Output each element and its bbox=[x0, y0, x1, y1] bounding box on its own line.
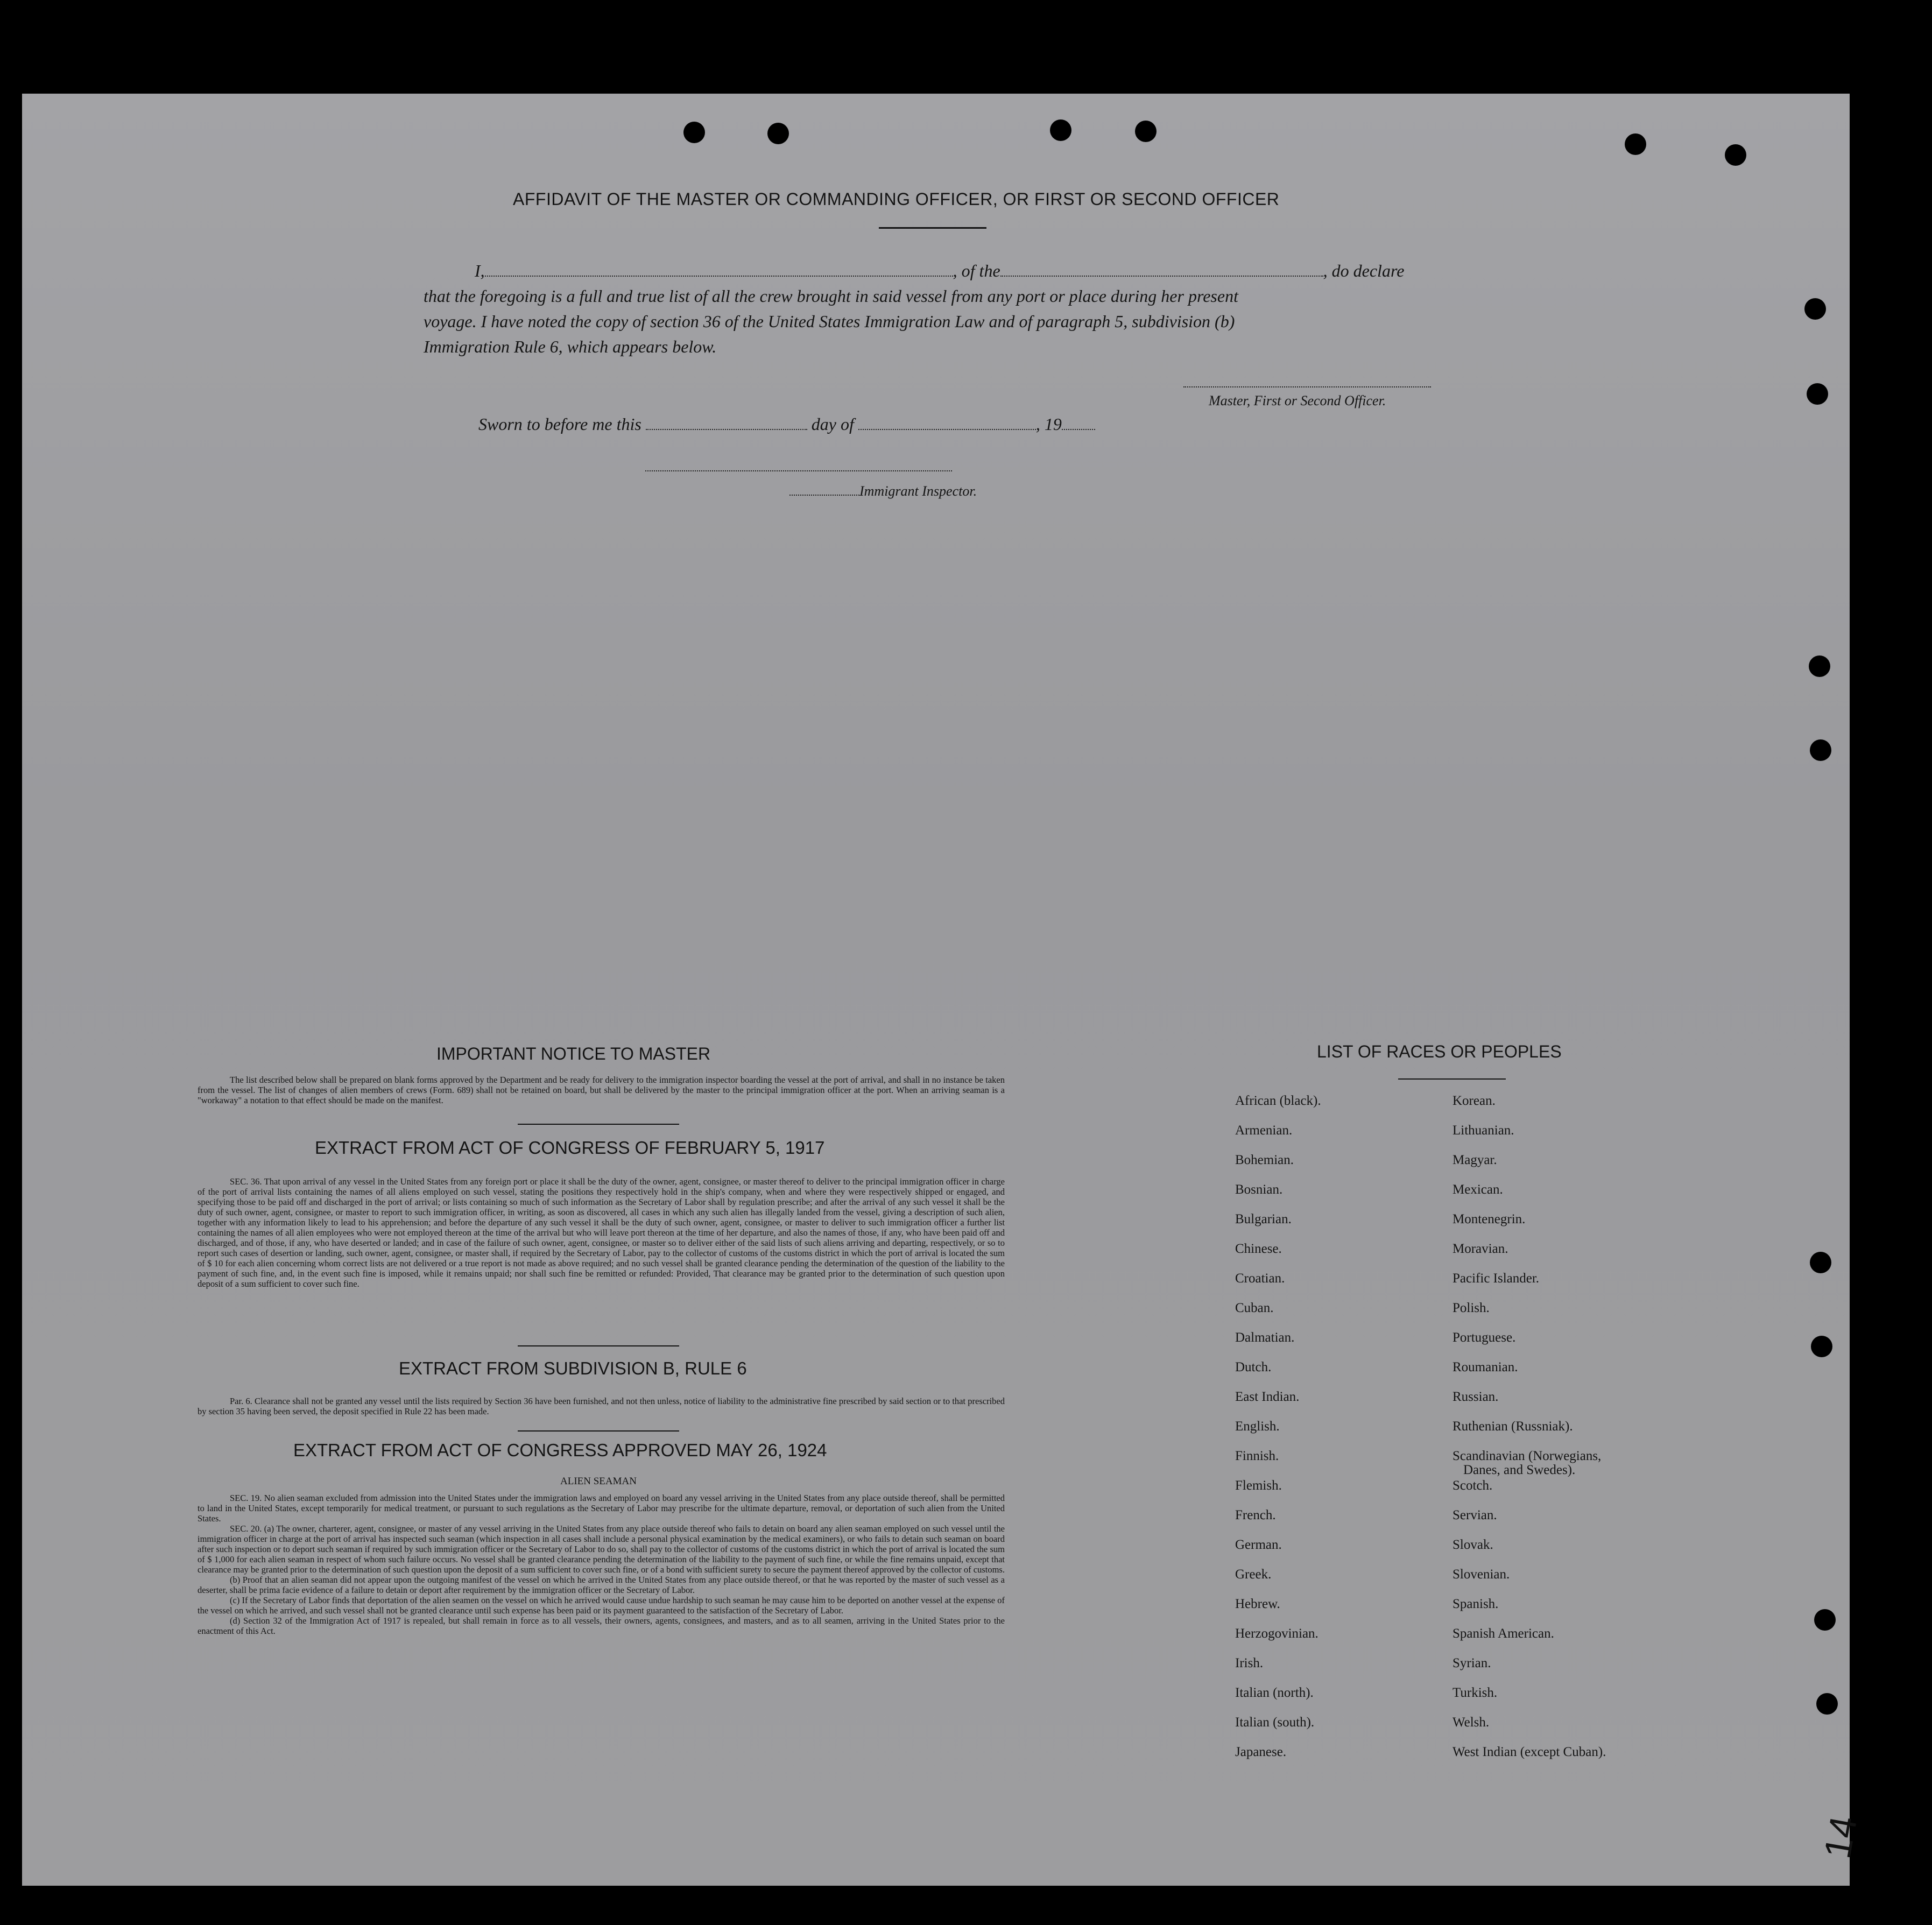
race-item: Portuguese. bbox=[1452, 1330, 1516, 1345]
race-item: Slovenian. bbox=[1452, 1567, 1510, 1582]
race-item: Scotch. bbox=[1452, 1478, 1493, 1493]
affidavit-title: AFFIDAVIT OF THE MASTER OR COMMANDING OFFICER, OR FIRST OR SECOND OFFICER bbox=[513, 189, 1280, 209]
race-item: East Indian. bbox=[1235, 1390, 1300, 1404]
affidavit-line-2: that the foregoing is a full and true list of all the crew brought in said vessel from any port or place during her present bbox=[424, 286, 1238, 306]
vessel-label: , of the bbox=[953, 261, 1000, 280]
year-label: , 19 bbox=[1035, 414, 1062, 434]
race-item: Greek. bbox=[1235, 1567, 1272, 1582]
race-item: Slovak. bbox=[1452, 1538, 1493, 1552]
affidavit-line-3: voyage. I have noted the copy of section 36 of the United States Immigration Law and of paragraph 5, subdivision (b) bbox=[424, 312, 1235, 331]
race-item: Armenian. bbox=[1235, 1123, 1293, 1138]
declare-label: , do declare bbox=[1323, 261, 1405, 280]
race-item: Bulgarian. bbox=[1235, 1212, 1292, 1226]
affidavit-text bbox=[424, 258, 1446, 359]
race-item: Syrian. bbox=[1452, 1656, 1491, 1670]
race-item: African (black). bbox=[1235, 1094, 1321, 1108]
punch-hole bbox=[683, 122, 705, 143]
declarant-name-field[interactable] bbox=[485, 264, 953, 277]
race-item: Pacific Islander. bbox=[1452, 1271, 1540, 1286]
sec-20c-paragraph: (c) If the Secretary of Labor finds that deportation of the alien seamen on the vessel on which he arrived would cause undue hardship to such seaman he may cause him to be deported on another vessel at the expense of the vessel on which he arrived, and such vessel shall not be granted clearance until such expense has been paid or its payment guaranteed to the satisfaction of the Secretary of Labor. bbox=[198, 1595, 1005, 1616]
race-item: Cuban. bbox=[1235, 1301, 1274, 1315]
race-item: Welsh. bbox=[1452, 1715, 1490, 1730]
race-item: Herzogovinian. bbox=[1235, 1626, 1318, 1641]
declarant-label: I, bbox=[475, 261, 485, 280]
sworn-year-field[interactable] bbox=[1062, 417, 1095, 430]
punch-hole bbox=[1807, 383, 1828, 405]
sec-20d-paragraph: (d) Section 32 of the Immigration Act of 1917 is repealed, but shall remain in force as to all vessels, their owners, agents, consignees, and masters, and as to all seamen, arriving in the United States prior to the enactment of this Act. bbox=[198, 1616, 1005, 1636]
punch-hole bbox=[1804, 298, 1826, 320]
page-number: 14 bbox=[1816, 1813, 1865, 1862]
race-item: Moravian. bbox=[1452, 1242, 1508, 1256]
race-item: Bohemian. bbox=[1235, 1153, 1294, 1167]
sworn-day-field[interactable] bbox=[646, 417, 807, 430]
race-item: Polish. bbox=[1452, 1301, 1490, 1315]
punch-hole bbox=[1050, 119, 1071, 141]
race-item: Chinese. bbox=[1235, 1242, 1282, 1256]
notice-title: IMPORTANT NOTICE TO MASTER bbox=[436, 1044, 711, 1063]
sec-20a-paragraph: SEC. 20. (a) The owner, charterer, agent, consignee, or master of any vessel arriving in the United States from any place outside thereof who fails to detain on board any alien seaman employed on such vessel until the immigration officer in charge at the port of arrival has inspected such seaman (which inspection in all cases shall include a personal physical examination by the medical examiners), or who fails to detain such seaman on board after such inspection or to deport such seaman if required by such immigration officer or the Secretary of Labor to do so, shall pay to the collector of customs of the customs district in which the port of arrival is located the sum of $ 1,000 for each alien seaman in respect of whom such failure occurs. No vessel shall be granted clearance pending the determination of the liability to the payment of such fine, or while the fine remains unpaid, except that clearance may be granted prior to the determination of such question upon the deposit of a sum sufficient to cover such fine, or of a bond with sufficient surety to secure the payment thereof approved by the collector of customs. bbox=[198, 1524, 1005, 1575]
punch-hole bbox=[1810, 739, 1831, 761]
race-item: Turkish. bbox=[1452, 1686, 1498, 1700]
inspector-signature-line[interactable] bbox=[645, 470, 952, 471]
race-item: Scandinavian (Norwegians, bbox=[1452, 1449, 1602, 1463]
extract-1924-title: EXTRACT FROM ACT OF CONGRESS APPROVED MAY 26, 1924 bbox=[293, 1440, 827, 1460]
extract-rule6-text: Par. 6. Clearance shall not be granted any vessel until the lists required by Section 36 have been furnished, and not then unless, notice of liability to the administrative fine prescribed by said section or to that prescribed by section 35 having been served, the deposit specified in Rule 22 has been made. bbox=[198, 1396, 1005, 1416]
race-item: West Indian (except Cuban). bbox=[1452, 1745, 1606, 1759]
race-item: Irish. bbox=[1235, 1656, 1264, 1670]
punch-hole bbox=[767, 123, 789, 144]
race-item: German. bbox=[1235, 1538, 1282, 1552]
extract-1924-text bbox=[198, 1493, 1005, 1636]
officer-signature-line[interactable] bbox=[1183, 386, 1431, 387]
punch-hole bbox=[1810, 1252, 1831, 1273]
race-item: Montenegrin. bbox=[1452, 1212, 1526, 1226]
punch-hole bbox=[1725, 144, 1746, 166]
extract-rule6-title: EXTRACT FROM SUBDIVISION B, RULE 6 bbox=[399, 1358, 747, 1378]
race-item: Spanish American. bbox=[1452, 1626, 1554, 1641]
extract-1917-title: EXTRACT FROM ACT OF CONGRESS OF FEBRUARY 5, 1917 bbox=[315, 1138, 825, 1158]
punch-hole bbox=[1809, 655, 1830, 677]
punch-hole bbox=[1814, 1609, 1836, 1631]
affidavit-line-4: Immigration Rule 6, which appears below. bbox=[424, 337, 717, 356]
title-divider bbox=[879, 227, 986, 229]
race-item: Ruthenian (Russniak). bbox=[1452, 1419, 1573, 1434]
race-item: English. bbox=[1235, 1419, 1280, 1434]
race-item: Hebrew. bbox=[1235, 1597, 1280, 1611]
race-item: Lithuanian. bbox=[1452, 1123, 1514, 1138]
race-item: Flemish. bbox=[1235, 1478, 1282, 1493]
race-item: Italian (south). bbox=[1235, 1715, 1315, 1730]
race-item: Servian. bbox=[1452, 1508, 1497, 1522]
race-item: Russian. bbox=[1452, 1390, 1499, 1404]
race-item: Magyar. bbox=[1452, 1153, 1497, 1167]
sworn-month-field[interactable] bbox=[858, 417, 1036, 430]
extract-1917-text: SEC. 36. That upon arrival of any vessel in the United States from any foreign port or place it shall be the duty of the owner, agent, consignee, or master thereof to deliver to the principal immigration officer in charge of the port of arrival lists containing the names of all aliens employed on such vessel, stating the positions they respectively hold in the ship's company, when and where they were respectively shipped or engaged, and specifying those to be paid off and discharged in the port of arrival; or lists containing so much of such information as the Secretary of Labor shall by regulation prescribe; and after the arrival of any such vessel it shall be the duty of such owner, agent, consignee, or master to report to such immigration officer, in writing, as soon as discovered, all cases in which any such alien has illegally landed from the vessel, giving a description of such alien, together with any information likely to lead to his apprehension; and before the departure of any such vessel it shall be the duty of such owner, agent, consignee, or master to deliver to such immigration officer a further list containing the names of all alien employees who were not employed thereon at the time of the arrival but who will leave port thereon at the time of her departure, and also the names of those, if any, who have been paid off and discharged, and of those, if any, who have deserted or landed; and in case of the failure of such owner, agent, consignee, or master so to deliver either of the said lists of such aliens arriving and departing, respectively, or so to report such cases of desertion or landing, such owner, agent, consignee, or master shall, if required by the Secretary of Labor, pay to the collector of customs of the customs district in which the port of arrival is located the sum of $ 10 for each alien concerning whom correct lists are not delivered or a true report is not made as above required; and no such vessel shall be granted clearance pending the determination of the question of the liability to the payment of such fine, and, in the event such fine is imposed, while it remains unpaid; nor shall such fine be remitted or refunded: Provided, That clearance may be granted prior to the determination of such question upon deposit of a sum sufficient to cover such fine. bbox=[198, 1176, 1005, 1289]
race-item: Croatian. bbox=[1235, 1271, 1285, 1286]
sworn-line bbox=[478, 414, 1095, 434]
race-item: Danes, and Swedes). bbox=[1463, 1463, 1576, 1477]
sec-19-paragraph: SEC. 19. No alien seaman excluded from admission into the United States under the immigration laws and employed on board any vessel arriving in the United States from any place outside thereof, shall be permitted to land in the United States, except temporarily for medical treatment, or pursuant to such regulations as the Secretary of Labor may prescribe for the ultimate departure, removal, or deportation of such alien from the United States. bbox=[198, 1493, 1005, 1524]
document-page bbox=[22, 94, 1865, 1886]
races-title: LIST OF RACES OR PEOPLES bbox=[1317, 1042, 1562, 1061]
extract-1924-subtitle: ALIEN SEAMAN bbox=[560, 1476, 637, 1487]
sworn-label: Sworn to before me this bbox=[478, 414, 641, 434]
inspector-line bbox=[789, 483, 977, 499]
race-item: Spanish. bbox=[1452, 1597, 1499, 1611]
race-item: Mexican. bbox=[1452, 1182, 1503, 1197]
race-item: Bosnian. bbox=[1235, 1182, 1283, 1197]
sec-20b-paragraph: (b) Proof that an alien seaman did not appear upon the outgoing manifest of the vessel on which he arrived in the United States from any place outside thereof, or that he was reported by the master of such vessel as a deserter, shall be prima facie evidence of a failure to detain or deport after requirement by the immigration officer or the Secretary of Labor. bbox=[198, 1575, 1005, 1595]
race-item: Dalmatian. bbox=[1235, 1330, 1295, 1345]
race-item: Finnish. bbox=[1235, 1449, 1279, 1463]
race-item: Dutch. bbox=[1235, 1360, 1272, 1374]
vessel-name-field[interactable] bbox=[1000, 264, 1323, 277]
divider bbox=[518, 1124, 679, 1125]
divider bbox=[518, 1345, 679, 1346]
punch-hole bbox=[1625, 133, 1646, 155]
race-item: Italian (north). bbox=[1235, 1686, 1314, 1700]
officer-signature-label: Master, First or Second Officer. bbox=[1209, 393, 1386, 408]
punch-hole bbox=[1811, 1336, 1832, 1357]
inspector-label: Immigrant Inspector. bbox=[859, 483, 977, 499]
divider bbox=[1398, 1078, 1506, 1080]
inspector-name-field[interactable] bbox=[789, 485, 859, 496]
notice-text: The list described below shall be prepared on blank forms approved by the Department and be ready for delivery to the immigration inspector boarding the vessel at the port of arrival, and shall in no instance be taken from the vessel. The list of changes of alien members of crews (Form. 689) shall not be retained on board, but shall be delivered by the master to the principal immigration officer at the port. When an arriving seaman is a "workaway" a notation to that effect should be made on the manifest. bbox=[198, 1075, 1005, 1105]
punch-hole bbox=[1816, 1693, 1838, 1715]
punch-hole bbox=[1135, 121, 1157, 142]
day-of-label: day of bbox=[811, 414, 854, 434]
divider bbox=[518, 1430, 679, 1432]
race-item: Korean. bbox=[1452, 1094, 1496, 1108]
race-item: Roumanian. bbox=[1452, 1360, 1518, 1374]
race-item: French. bbox=[1235, 1508, 1276, 1522]
race-item: Japanese. bbox=[1235, 1745, 1287, 1759]
